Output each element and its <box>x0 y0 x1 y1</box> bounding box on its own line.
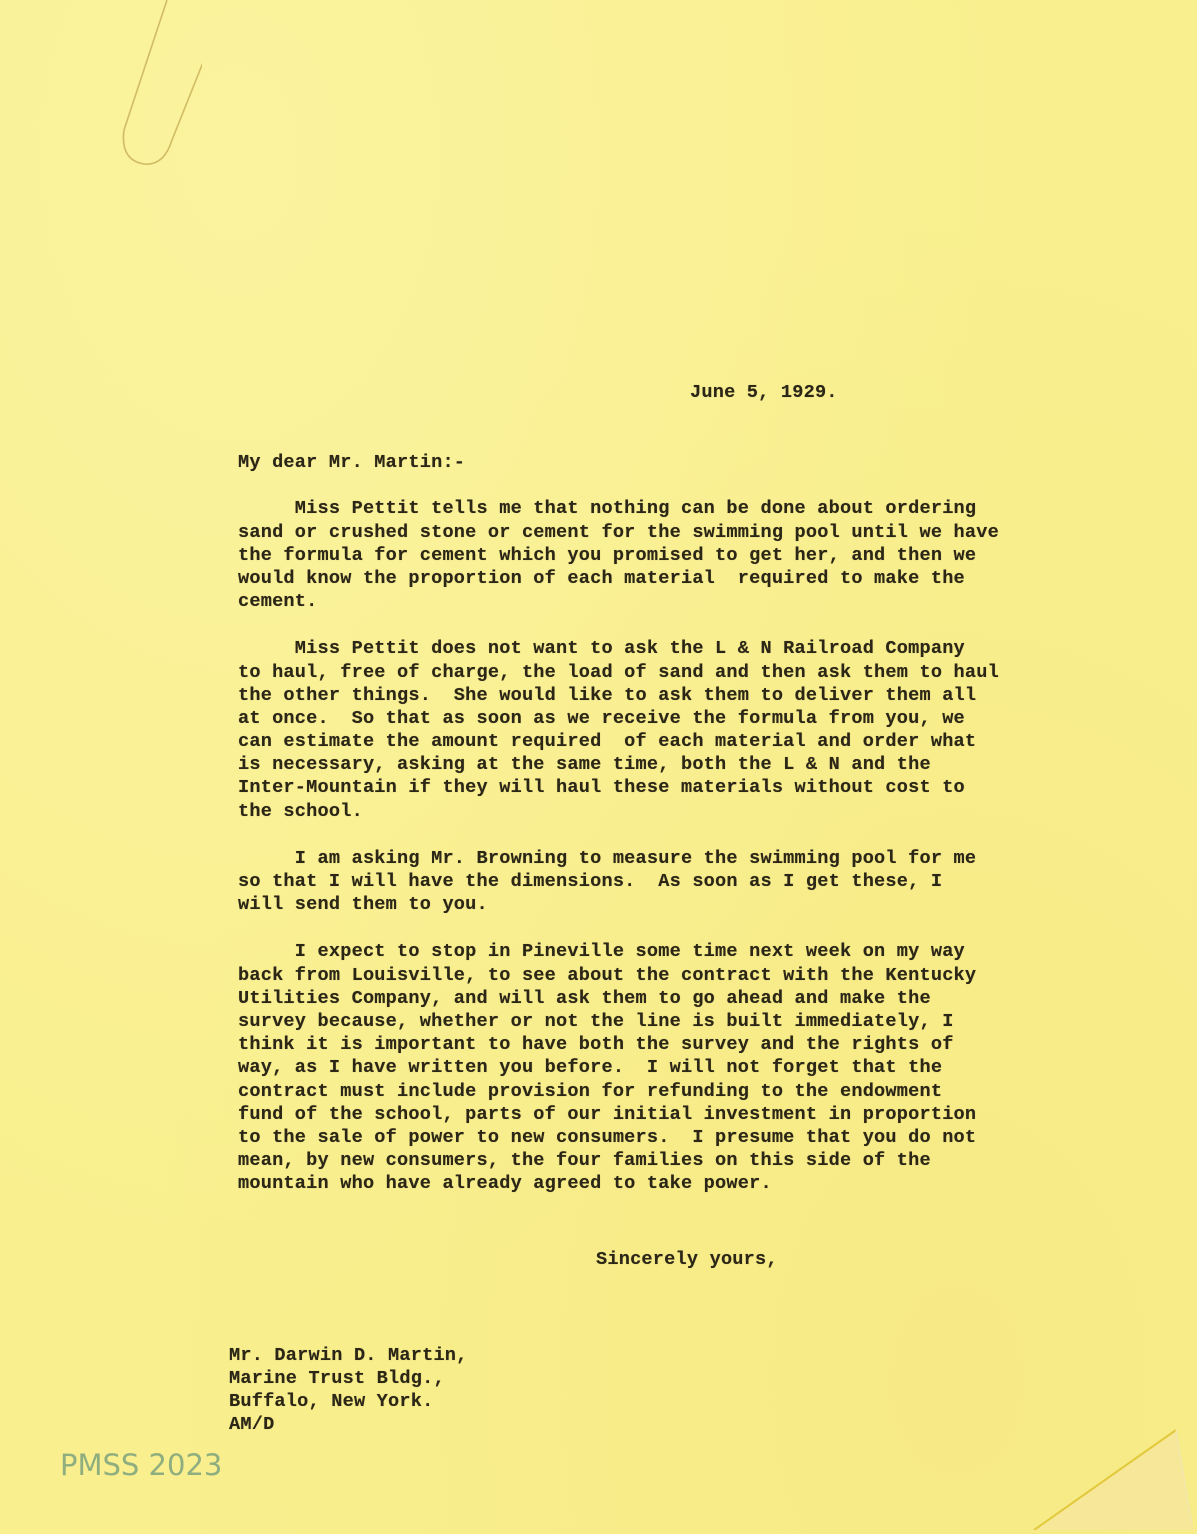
paragraph-line: mean, by new consumers, the four families on this side of the <box>238 1150 931 1172</box>
paragraph-line: Inter-Mountain if they will haul these materials without cost to <box>238 777 965 799</box>
paragraph-4 <box>238 940 1138 1195</box>
paragraph-line: so that I will have the dimensions. As soon as I get these, I <box>238 871 943 892</box>
paragraph-line: back from Louisville, to see about the contract with the Kentucky <box>238 964 977 986</box>
address-line: Mr. Darwin D. Martin, <box>229 1344 468 1366</box>
letter-date-block <box>690 381 1138 404</box>
paragraph-line: contract must include provision for refunding to the endowment <box>238 1080 943 1102</box>
paragraph-line: will send them to you. <box>238 894 488 916</box>
paragraph-1 <box>238 497 1138 613</box>
address-line: Marine Trust Bldg., <box>229 1367 445 1389</box>
paragraph-line: the formula for cement which you promised to get her, and then we <box>238 544 977 566</box>
paragraph-line: Miss Pettit tells me that nothing can be done about ordering <box>238 498 977 520</box>
paragraph-line: the other things. She would like to ask them to deliver them all <box>238 684 977 706</box>
recipient-address <box>229 1344 1138 1437</box>
folded-corner-icon <box>1014 1420 1194 1530</box>
letter-salutation: My dear Mr. Martin:- <box>238 452 466 474</box>
paragraph-line: cement. <box>238 591 318 613</box>
paragraph-line: way, as I have written you before. I will not forget that the <box>238 1057 943 1079</box>
paragraph-3 <box>238 847 1138 917</box>
paragraph-line: I expect to stop in Pineville some time next week on my way <box>238 941 965 963</box>
paragraph-line: to haul, free of charge, the load of sand and then ask them to haul <box>238 661 999 683</box>
paragraph-line: to the sale of power to new consumers. I presume that you do not <box>238 1126 977 1148</box>
paragraph-line: I am asking Mr. Browning to measure the swimming pool for me <box>238 847 977 869</box>
paragraph-line: fund of the school, parts of our initial investment in proportion <box>238 1103 977 1125</box>
paperclip-mark-icon <box>112 0 202 170</box>
paragraph-line: Utilities Company, and will ask them to go ahead and make the <box>238 987 931 1009</box>
letter-closing-block <box>596 1248 1138 1271</box>
paragraph-line: would know the proportion of each material required to make the <box>238 567 965 589</box>
paragraph-line: survey because, whether or not the line is built immediately, I <box>238 1010 954 1032</box>
letter-body <box>229 381 1138 1436</box>
letter-closing: Sincerely yours, <box>596 1249 778 1271</box>
paragraph-line: is necessary, asking at the same time, both the L & N and the <box>238 754 931 776</box>
archive-watermark: PMSS 2023 <box>60 1448 223 1482</box>
paragraph-2 <box>238 637 1138 823</box>
reference-initials: AM/D <box>229 1414 275 1436</box>
paragraph-line: think it is important to have both the survey and the rights of <box>238 1034 954 1056</box>
letter-date: June 5, 1929. <box>690 382 838 403</box>
paragraph-line: at once. So that as soon as we receive the formula from you, we <box>238 707 965 729</box>
paragraph-line: sand or crushed stone or cement for the swimming pool until we have <box>238 521 999 543</box>
paragraph-line: can estimate the amount required of each material and order what <box>238 731 977 753</box>
letter-salutation-block <box>238 451 1138 474</box>
paragraph-line: the school. <box>238 800 363 822</box>
paragraph-line: mountain who have already agreed to take power. <box>238 1173 772 1195</box>
address-line: Buffalo, New York. <box>229 1391 434 1412</box>
paragraph-line: Miss Pettit does not want to ask the L & N Railroad Company <box>238 638 965 660</box>
